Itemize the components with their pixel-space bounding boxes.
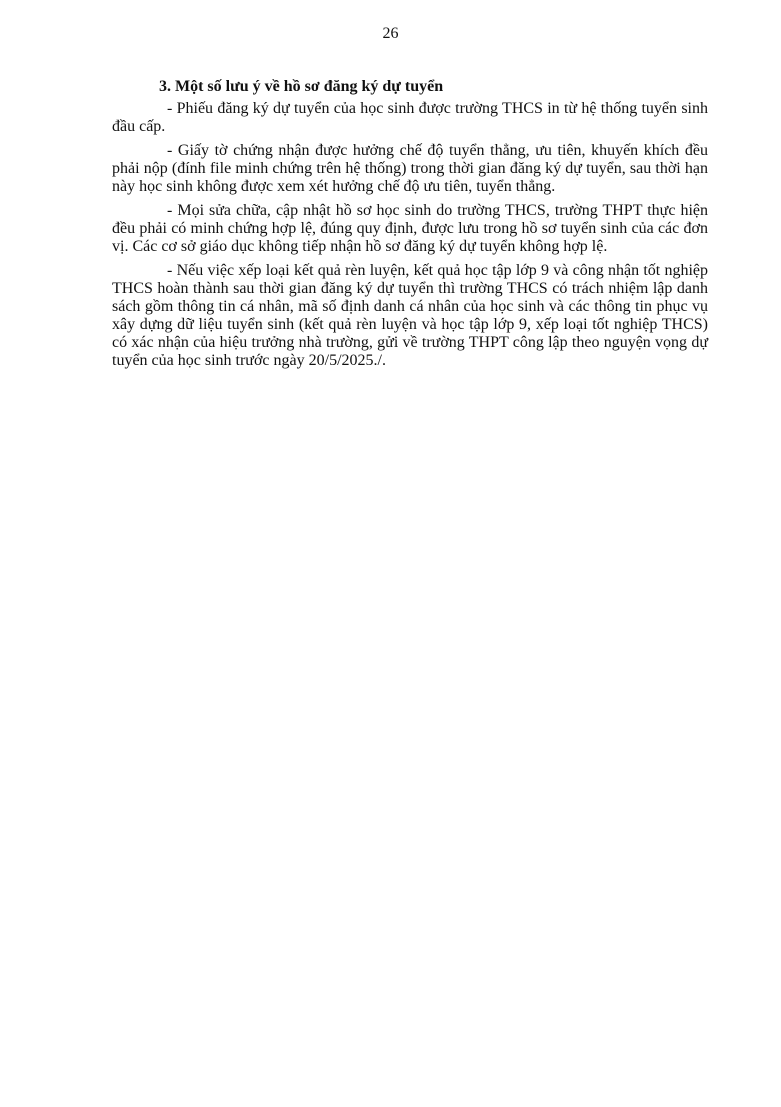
paragraph-late-results: - Nếu việc xếp loại kết quả rèn luyện, kết quả học tập lớp 9 và công nhận tốt nghiệp THCS hoàn thành sau thời gian đăng ký dự tuyển thì trường THCS có trách nhiệm lập danh sách gồm thông tin cá nhân, mã số định danh cá nhân của học sinh và các thông tin phục vụ xây dựng dữ liệu tuyển sinh (kết quả rèn luyện và học tập lớp 9, xếp loại tốt nghiệp THCS) có xác nhận của hiệu trưởng nhà trường, gửi về trường THPT công lập theo nguyện vọng dự tuyển của học sinh trước ngày 20/5/2025./. <box>112 262 708 369</box>
section-body <box>112 78 708 376</box>
paragraph-record-corrections: - Mọi sửa chữa, cập nhật hồ sơ học sinh do trường THCS, trường THPT thực hiện đều phải có minh chứng hợp lệ, đúng quy định, được lưu trong hồ sơ tuyển sinh của các đơn vị. Các cơ sở giáo dục không tiếp nhận hồ sơ đăng ký dự tuyển không hợp lệ. <box>112 202 708 255</box>
page-number: 26 <box>382 25 399 42</box>
paragraph-registration-form: - Phiếu đăng ký dự tuyển của học sinh được trường THCS in từ hệ thống tuyển sinh đầu cấp. <box>112 100 708 135</box>
section-heading: 3. Một số lưu ý về hồ sơ đăng ký dự tuyển <box>159 78 444 95</box>
paragraph-priority-documents: - Giấy tờ chứng nhận được hưởng chế độ tuyển thẳng, ưu tiên, khuyến khích đều phải nộp (đính file minh chứng trên hệ thống) trong thời gian đăng ký dự tuyển, sau thời hạn này học sinh không được xem xét hưởng chế độ ưu tiên, tuyển thẳng. <box>112 142 708 195</box>
